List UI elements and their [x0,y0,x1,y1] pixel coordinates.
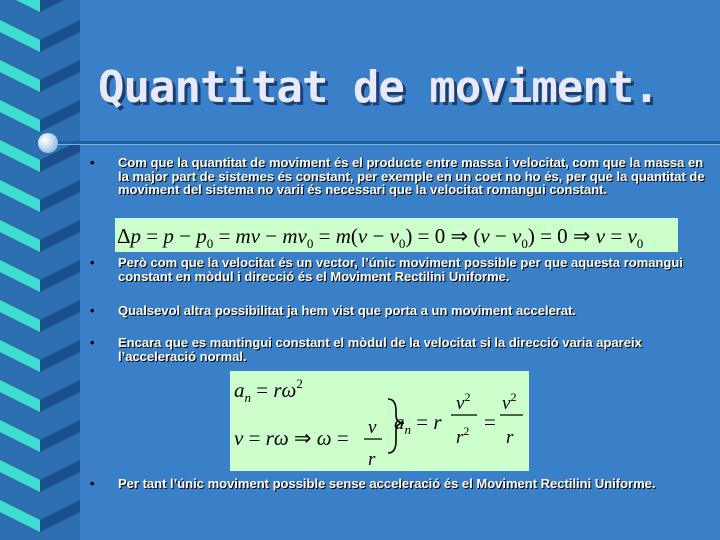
svg-text:r2: $r^2$ [456,424,470,448]
ribbon-stripe [40,180,80,212]
ribbon-stripe [40,60,80,92]
ribbon-stripe [40,220,80,252]
ribbon-stripe [40,420,80,452]
bullet-icon: • [90,155,95,170]
title-divider [50,141,720,144]
paragraph-5: Per tant l’únic moviment possible sense acceleració és el Moviment Rectilini Uniforme. [118,476,656,491]
ribbon-stripe [0,260,40,292]
bullet-icon: • [90,255,95,270]
normal-acceleration-equation [230,371,529,471]
ribbon-stripe [40,0,80,12]
ribbon-stripe [40,100,80,132]
ribbon-stripe [40,500,80,532]
momentum-equation [115,218,678,252]
svg-text:v2: $v^2$ [456,390,471,414]
svg-text:=: = [484,410,496,434]
svg-text:v = rω ⇒ ω =: v = rω ⇒ ω = [234,426,349,450]
ribbon-stripe [40,20,80,52]
ribbon-stripe [0,0,40,12]
ribbon-stripe [0,380,40,412]
paragraph-3: Qualsevol altra possibilitat ja hem vist que porta a un moviment accelerat. [118,303,577,318]
ribbon-stripe [0,420,40,452]
ribbon-stripe [0,20,40,52]
ribbon-stripe [0,500,40,532]
ribbon-stripe [40,340,80,372]
svg-text:v2: $v^2$ [502,390,517,414]
ribbon-stripe [0,340,40,372]
svg-text:Δp = p − p0 = mv − mv0 = m(v −: $\Delta p = p - p_0$ = mv − $mv_0 = m(v - v_0) = 0$ ⇒ $(v - v_0) = 0$ ⇒ $v = v_0$ [117,224,644,251]
ribbon-stripe [40,380,80,412]
svg-text:r: r [368,449,376,470]
svg-text:an = r: $a_n = r$ [394,410,442,437]
ribbon-stripe [0,180,40,212]
zigzag-pattern-icon [0,0,80,540]
ribbon-stripe [0,140,40,172]
svg-text:v: v [368,417,377,438]
ribbon-stripe [0,60,40,92]
svg-text:an = rω2: $a_n = r\omega^2$ [234,376,303,405]
paragraph-4: Encara que es mantingui constant el mòdul de la velocitat si la direcció varia apareix l’acceleració normal. [118,335,642,364]
ribbon-stripe [40,260,80,292]
momentum-equation-graphic [115,218,678,252]
ribbon-stripe [0,100,40,132]
ribbon-stripe [40,300,80,332]
ribbon-stripe [0,300,40,332]
ribbon-stripe [40,460,80,492]
normal-acceleration-graphic [230,371,529,471]
bullet-icon: • [90,303,95,318]
bullet-icon: • [90,335,95,350]
slide-title: Quantitat de moviment. [98,62,659,113]
svg-text:r: r [506,427,514,448]
divider-knob-icon [38,133,58,153]
decorative-ribbon [0,0,80,540]
paragraph-2: Però com que la velocitat és un vector, l’únic moviment possible per que aquesta romangui constant en mòdul i direcció és el Moviment Rectilini Uniforme. [118,255,683,284]
bullet-icon: • [90,476,95,491]
paragraph-1: Com que la quantitat de moviment és el producte entre massa i velocitat, com que la massa en la major part de sistemes és constant, per exemple en un coet no ho és, per que la quantitat de moviment del sistema no varií és necessari que la velocitat romangui constant. [118,155,705,197]
ribbon-stripe [0,460,40,492]
ribbon-stripe [0,220,40,252]
